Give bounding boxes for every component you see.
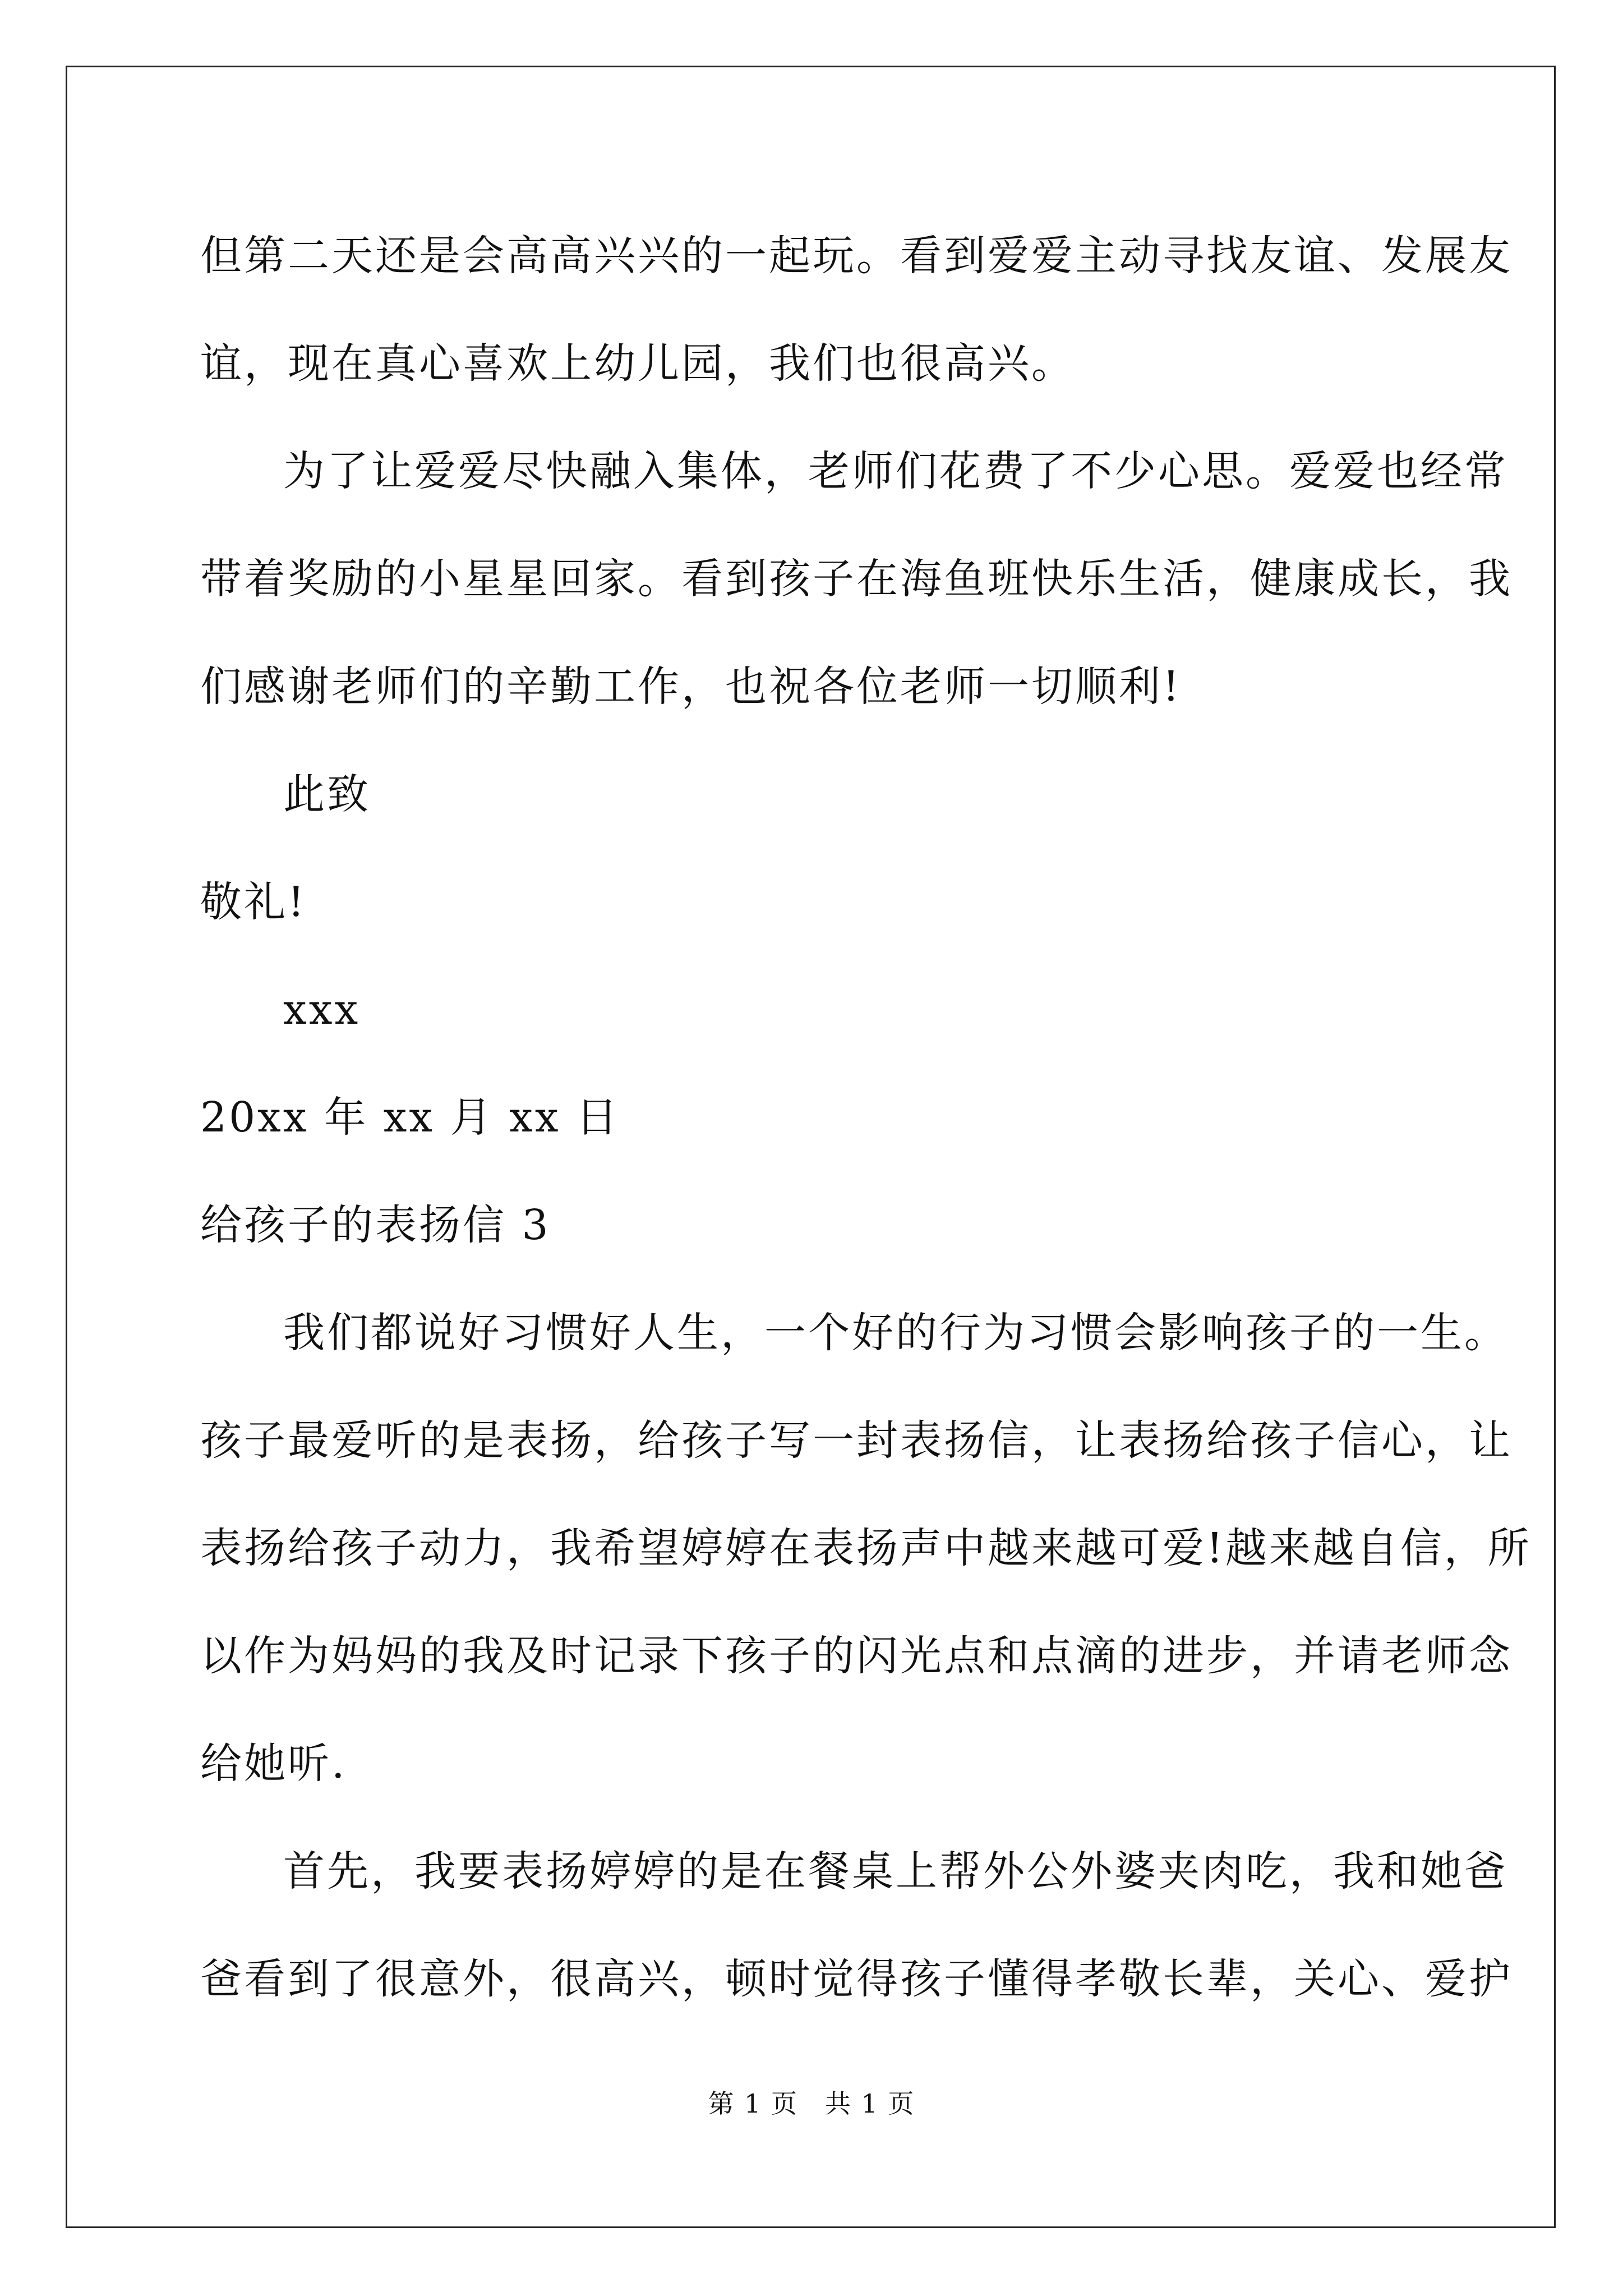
text-line: 们感谢老师们的辛勤工作，也祝各位老师一切顺利! — [200, 662, 1182, 711]
text-line: 为了让爱爱尽快融入集体，老师们花费了不少心思。爱爱也经常 — [283, 447, 1508, 495]
text-line: 20xx 年 xx 月 xx 日 — [200, 1093, 620, 1142]
text-line: 谊，现在真心喜欢上幼儿园，我们也很高兴。 — [200, 339, 1075, 388]
text-line: 以作为妈妈的我及时记录下孩子的闪光点和点滴的进步，并请老师念 — [200, 1632, 1513, 1680]
text-line: xxx — [283, 986, 361, 1034]
text-line: 孩子最爱听的是表扬，给孩子写一封表扬信，让表扬给孩子信心，让 — [200, 1416, 1513, 1465]
text-line: 我们都说好习惯好人生，一个好的行为习惯会影响孩子的一生。 — [283, 1309, 1508, 1357]
text-line: 表扬给孩子动力，我希望婷婷在表扬声中越来越可爱!越来越自信，所 — [200, 1524, 1532, 1572]
text-line: 给她听. — [200, 1740, 347, 1788]
text-line: 首先，我要表扬婷婷的是在餐桌上帮外公外婆夹肉吃，我和她爸 — [283, 1847, 1508, 1895]
text-line: 爸看到了很意外，很高兴，顿时觉得孩子懂得孝敬长辈，关心、爱护 — [200, 1955, 1513, 2003]
page-footer: 第 1 页 共 1 页 — [708, 2088, 915, 2119]
document-body — [200, 202, 1532, 2033]
text-line: 此致 — [283, 770, 371, 818]
text-line: 给孩子的表扬信 3 — [200, 1201, 551, 1249]
text-line: 但第二天还是会高高兴兴的一起玩。看到爱爱主动寻找友谊、发展友 — [200, 232, 1513, 280]
text-line: 带着奖励的小星星回家。看到孩子在海鱼班快乐生活，健康成长，我 — [200, 555, 1513, 603]
text-line: 敬礼! — [200, 878, 307, 926]
